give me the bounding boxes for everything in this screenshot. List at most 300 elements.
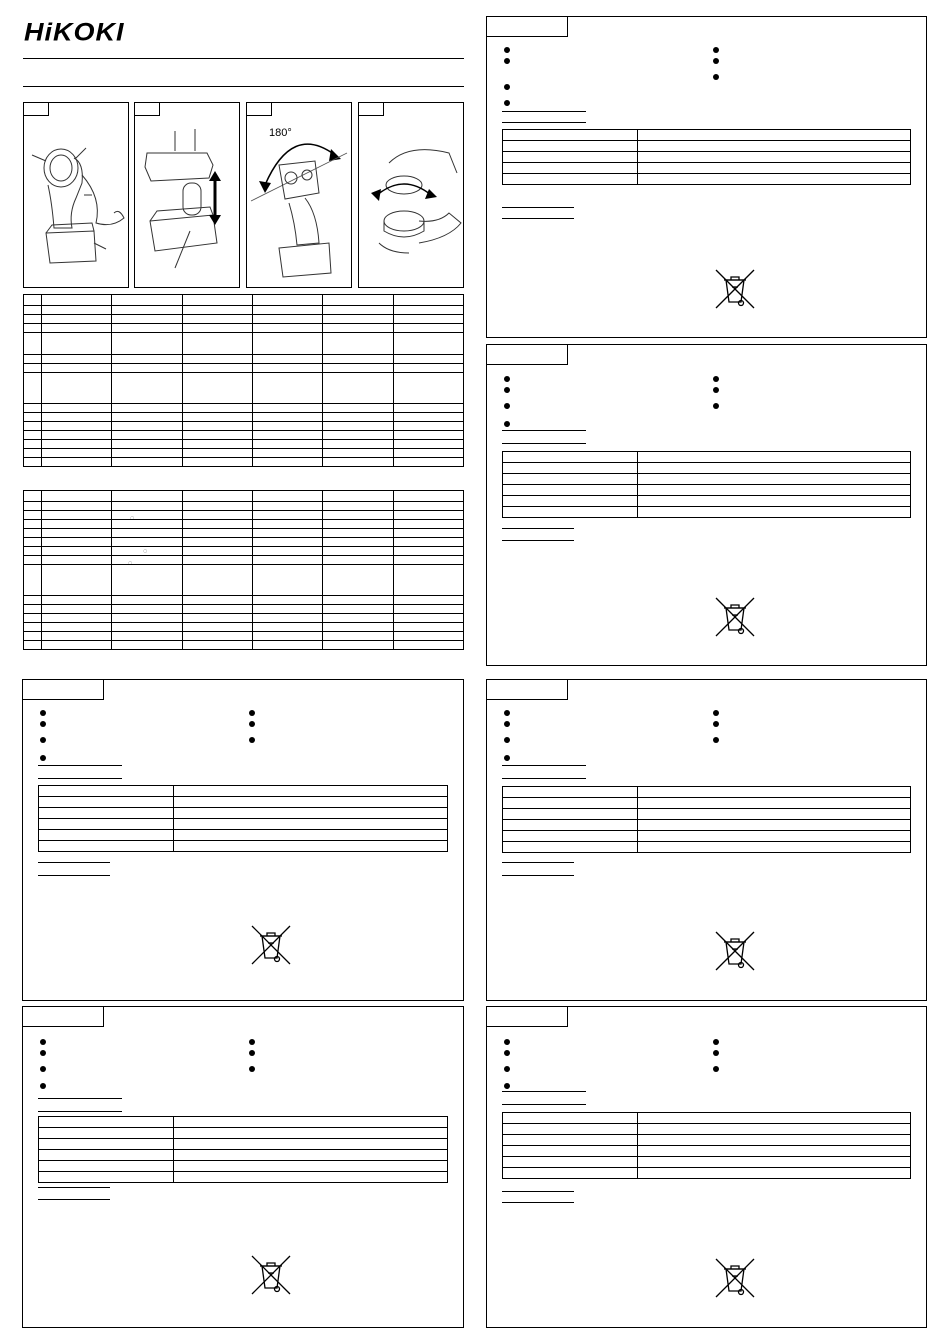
- table-row: [39, 786, 448, 797]
- bullet-dot-icon: [40, 755, 46, 761]
- table-cell: [393, 565, 463, 596]
- table-cell: [42, 306, 112, 315]
- table-row: [24, 404, 464, 413]
- table-cell: [24, 529, 42, 538]
- heading-underline: [38, 1187, 110, 1188]
- table-row: [24, 491, 464, 502]
- table-cell: [323, 511, 393, 520]
- table-cell: [182, 324, 252, 333]
- table-cell: [42, 404, 112, 413]
- table-cell: [42, 556, 112, 565]
- table-cell: [323, 431, 393, 440]
- bullet-dot-icon: [713, 1066, 719, 1072]
- table-cell: [252, 404, 322, 413]
- table-cell: [323, 614, 393, 623]
- bullet-dot-icon: [504, 755, 510, 761]
- table-cell: [112, 306, 182, 315]
- heading-underline: [502, 218, 574, 219]
- table-cell: [24, 404, 42, 413]
- table-cell: [637, 798, 910, 809]
- table-cell: [173, 1161, 447, 1172]
- table-cell: [393, 413, 463, 422]
- parts-table-1: [23, 294, 464, 467]
- table-cell: [323, 556, 393, 565]
- bullet-dot-icon: [504, 376, 510, 382]
- table-cell: [112, 431, 182, 440]
- table-cell: [182, 511, 252, 520]
- bullet-dot-icon: [504, 84, 510, 90]
- table-cell: [42, 547, 112, 556]
- table-cell: [112, 538, 182, 547]
- table-cell: [42, 422, 112, 431]
- table-cell: [112, 440, 182, 449]
- table-cell: [252, 355, 322, 364]
- heading-underline: [502, 1191, 574, 1192]
- table-cell: [637, 141, 910, 152]
- table-cell: [252, 632, 322, 641]
- table-cell: [637, 831, 910, 842]
- flashlight-battery-illustration: [24, 103, 128, 287]
- specifications-table: [38, 1116, 448, 1183]
- table-cell: [503, 463, 638, 474]
- table-cell: [503, 507, 638, 518]
- table-cell: [173, 786, 447, 797]
- table-cell: [24, 547, 42, 556]
- table-row: [24, 324, 464, 333]
- table-cell: [637, 1157, 910, 1168]
- table-cell: [252, 333, 322, 355]
- table-cell: [112, 614, 182, 623]
- table-cell: [393, 547, 463, 556]
- table-cell: [637, 463, 910, 474]
- table-cell: [112, 333, 182, 355]
- table-cell: [112, 413, 182, 422]
- specifications-table: [502, 451, 911, 518]
- table-row: [503, 163, 911, 174]
- table-cell: [637, 152, 910, 163]
- table-row: [24, 632, 464, 641]
- table-cell: [39, 1150, 174, 1161]
- table-cell: [24, 605, 42, 614]
- table-row: [503, 1124, 911, 1135]
- bullet-dot-icon: [249, 710, 255, 716]
- table-cell: [323, 529, 393, 538]
- bullet-dot-icon: [713, 47, 719, 53]
- table-cell: [42, 449, 112, 458]
- table-cell: [24, 422, 42, 431]
- table-cell: [393, 458, 463, 467]
- table-cell: [112, 315, 182, 324]
- language-section-left-3: [22, 679, 464, 1001]
- heading-underline: [502, 443, 586, 444]
- drop-mark: ◌: [143, 548, 148, 555]
- table-row: [39, 841, 448, 852]
- table-row: [24, 605, 464, 614]
- bullet-dot-icon: [504, 1066, 510, 1072]
- table-row: [24, 614, 464, 623]
- bullet-dot-icon: [40, 721, 46, 727]
- table-row: [503, 152, 911, 163]
- table-cell: [182, 641, 252, 650]
- table-cell: [503, 820, 638, 831]
- table-cell: [393, 596, 463, 605]
- table-cell: [24, 295, 42, 306]
- table-cell: [393, 614, 463, 623]
- table-cell: [323, 605, 393, 614]
- table-cell: [39, 830, 174, 841]
- table-cell: [323, 520, 393, 529]
- table-cell: [182, 295, 252, 306]
- table-cell: [252, 614, 322, 623]
- table-row: [503, 1113, 911, 1124]
- table-cell: [637, 842, 910, 853]
- table-row: [503, 463, 911, 474]
- specifications-table: [502, 129, 911, 185]
- table-cell: [24, 373, 42, 404]
- table-cell: [39, 819, 174, 830]
- table-cell: [112, 529, 182, 538]
- table-cell: [182, 605, 252, 614]
- table-row: [24, 364, 464, 373]
- table-cell: [39, 1161, 174, 1172]
- table-cell: [39, 1139, 174, 1150]
- table-row: [24, 422, 464, 431]
- bullet-dot-icon: [40, 737, 46, 743]
- table-cell: [323, 315, 393, 324]
- table-cell: [252, 422, 322, 431]
- table-cell: [182, 529, 252, 538]
- specifications-table: [502, 786, 911, 853]
- table-cell: [24, 623, 42, 632]
- table-cell: [503, 842, 638, 853]
- table-cell: [323, 306, 393, 315]
- table-cell: [42, 641, 112, 650]
- table-cell: [182, 502, 252, 511]
- table-row: [39, 797, 448, 808]
- head-rotation-illustration: [247, 103, 351, 287]
- table-cell: [503, 1113, 638, 1124]
- table-cell: [173, 808, 447, 819]
- table-row: [503, 1146, 911, 1157]
- parts-table-2: [23, 490, 464, 650]
- table-cell: [252, 324, 322, 333]
- table-row: [24, 556, 464, 565]
- table-cell: [323, 404, 393, 413]
- table-row: [24, 565, 464, 596]
- crossed-out-wheelie-bin-icon: [249, 923, 293, 972]
- table-cell: [252, 511, 322, 520]
- table-cell: [42, 491, 112, 502]
- table-cell: [323, 623, 393, 632]
- table-row: [24, 355, 464, 364]
- table-cell: [24, 491, 42, 502]
- section-header-tab: [23, 1007, 104, 1027]
- table-cell: [182, 431, 252, 440]
- table-cell: [173, 1128, 447, 1139]
- table-cell: [24, 520, 42, 529]
- table-cell: [323, 632, 393, 641]
- heading-underline: [502, 1104, 586, 1105]
- table-cell: [503, 496, 638, 507]
- table-cell: [393, 529, 463, 538]
- bullet-dot-icon: [713, 1050, 719, 1056]
- bullet-dot-icon: [504, 1083, 510, 1089]
- table-cell: [112, 632, 182, 641]
- table-row: [503, 452, 911, 463]
- header-rule-bottom: [23, 86, 464, 87]
- table-cell: [42, 623, 112, 632]
- table-cell: [182, 315, 252, 324]
- table-cell: [39, 1117, 174, 1128]
- table-cell: [112, 422, 182, 431]
- table-cell: [393, 324, 463, 333]
- table-row: [39, 819, 448, 830]
- table-cell: [112, 373, 182, 404]
- table-cell: [182, 596, 252, 605]
- bullet-dot-icon: [40, 1050, 46, 1056]
- table-row: [24, 641, 464, 650]
- table-cell: [39, 1172, 174, 1183]
- table-cell: [182, 614, 252, 623]
- table-cell: [393, 641, 463, 650]
- table-cell: [252, 596, 322, 605]
- bullet-dot-icon: [713, 58, 719, 64]
- table-cell: [252, 413, 322, 422]
- table-row: [24, 373, 464, 404]
- figure-4: [358, 102, 464, 288]
- table-cell: [42, 511, 112, 520]
- table-cell: [323, 596, 393, 605]
- heading-underline: [502, 778, 586, 779]
- table-cell: [42, 565, 112, 596]
- table-cell: [252, 529, 322, 538]
- table-cell: [323, 373, 393, 404]
- crossed-out-wheelie-bin-icon: [249, 1253, 293, 1302]
- table-row: [503, 1168, 911, 1179]
- specifications-table: [502, 1112, 911, 1179]
- bullet-dot-icon: [40, 1066, 46, 1072]
- table-cell: [42, 520, 112, 529]
- table-cell: [42, 529, 112, 538]
- table-cell: [393, 315, 463, 324]
- table-cell: [112, 520, 182, 529]
- table-cell: [252, 538, 322, 547]
- bullet-dot-icon: [40, 1083, 46, 1089]
- table-cell: [393, 491, 463, 502]
- table-cell: [323, 324, 393, 333]
- table-cell: [503, 163, 638, 174]
- table-cell: [503, 787, 638, 798]
- heading-underline: [38, 778, 122, 779]
- table-cell: [182, 404, 252, 413]
- table-cell: [323, 295, 393, 306]
- table-cell: [503, 809, 638, 820]
- table-cell: [182, 538, 252, 547]
- heading-underline: [38, 1098, 122, 1099]
- table-cell: [503, 831, 638, 842]
- language-section-right-4: [486, 1006, 927, 1328]
- bullet-dot-icon: [713, 737, 719, 743]
- table-cell: [173, 830, 447, 841]
- heading-underline: [502, 528, 574, 529]
- bullet-dot-icon: [249, 1050, 255, 1056]
- bullet-dot-icon: [504, 1050, 510, 1056]
- bullet-dot-icon: [713, 74, 719, 80]
- table-cell: [393, 449, 463, 458]
- table-row: [503, 141, 911, 152]
- table-cell: [182, 333, 252, 355]
- table-cell: [42, 458, 112, 467]
- table-row: [39, 1139, 448, 1150]
- rotation-angle-label: 180°: [269, 127, 292, 139]
- table-cell: [112, 355, 182, 364]
- table-cell: [393, 502, 463, 511]
- table-cell: [393, 422, 463, 431]
- table-cell: [24, 614, 42, 623]
- language-section-right-3: [486, 679, 927, 1001]
- table-cell: [112, 565, 182, 596]
- table-cell: [182, 520, 252, 529]
- crossed-out-wheelie-bin-icon: [713, 595, 757, 644]
- table-cell: [252, 449, 322, 458]
- table-cell: [637, 787, 910, 798]
- table-row: [39, 1172, 448, 1183]
- table-cell: [42, 502, 112, 511]
- table-cell: [182, 547, 252, 556]
- table-cell: [323, 422, 393, 431]
- table-row: [24, 449, 464, 458]
- table-cell: [24, 556, 42, 565]
- table-row: [503, 507, 911, 518]
- table-cell: [637, 809, 910, 820]
- table-cell: [252, 520, 322, 529]
- table-cell: [637, 474, 910, 485]
- table-cell: [637, 1135, 910, 1146]
- table-cell: [323, 502, 393, 511]
- table-cell: [24, 449, 42, 458]
- heading-underline: [502, 540, 574, 541]
- table-cell: [637, 174, 910, 185]
- drop-mark: ◌: [130, 515, 135, 522]
- crossed-out-wheelie-bin-icon: [713, 267, 757, 316]
- table-cell: [393, 538, 463, 547]
- table-cell: [503, 174, 638, 185]
- table-cell: [323, 458, 393, 467]
- table-cell: [252, 491, 322, 502]
- table-cell: [182, 364, 252, 373]
- table-cell: [182, 440, 252, 449]
- crossed-out-wheelie-bin-icon: [713, 1256, 757, 1305]
- table-cell: [393, 440, 463, 449]
- table-cell: [24, 355, 42, 364]
- table-cell: [42, 413, 112, 422]
- table-cell: [173, 1150, 447, 1161]
- heading-underline: [502, 122, 586, 123]
- table-cell: [112, 449, 182, 458]
- bullet-dot-icon: [713, 376, 719, 382]
- table-cell: [637, 507, 910, 518]
- table-cell: [182, 632, 252, 641]
- table-cell: [393, 431, 463, 440]
- table-cell: [42, 364, 112, 373]
- bullet-dot-icon: [249, 1066, 255, 1072]
- table-cell: [323, 364, 393, 373]
- bullet-dot-icon: [713, 1039, 719, 1045]
- table-cell: [503, 452, 638, 463]
- table-row: [24, 596, 464, 605]
- table-cell: [637, 130, 910, 141]
- table-cell: [112, 324, 182, 333]
- table-row: [24, 520, 464, 529]
- table-cell: [24, 333, 42, 355]
- table-cell: [393, 556, 463, 565]
- table-cell: [24, 324, 42, 333]
- table-cell: [323, 538, 393, 547]
- heading-underline: [502, 430, 586, 431]
- table-row: [39, 1161, 448, 1172]
- table-cell: [112, 641, 182, 650]
- bullet-dot-icon: [504, 710, 510, 716]
- table-row: [39, 808, 448, 819]
- table-row: [24, 295, 464, 306]
- table-cell: [173, 1172, 447, 1183]
- table-cell: [24, 458, 42, 467]
- table-cell: [42, 605, 112, 614]
- table-cell: [112, 295, 182, 306]
- heading-underline: [502, 1202, 574, 1203]
- table-row: [24, 502, 464, 511]
- table-cell: [323, 333, 393, 355]
- figure-2-tab: [135, 103, 160, 116]
- table-cell: [323, 491, 393, 502]
- table-row: [39, 1117, 448, 1128]
- bullet-dot-icon: [249, 1039, 255, 1045]
- table-row: [24, 458, 464, 467]
- table-cell: [112, 596, 182, 605]
- table-cell: [173, 819, 447, 830]
- table-cell: [393, 511, 463, 520]
- table-cell: [637, 1168, 910, 1179]
- table-cell: [24, 596, 42, 605]
- table-row: [503, 130, 911, 141]
- table-cell: [112, 605, 182, 614]
- table-cell: [112, 556, 182, 565]
- table-cell: [637, 1113, 910, 1124]
- bullet-dot-icon: [713, 403, 719, 409]
- table-row: [24, 538, 464, 547]
- crossed-out-wheelie-bin-icon: [713, 929, 757, 978]
- table-row: [39, 1150, 448, 1161]
- table-row: [24, 547, 464, 556]
- table-cell: [252, 458, 322, 467]
- table-cell: [24, 431, 42, 440]
- table-cell: [393, 605, 463, 614]
- table-cell: [252, 623, 322, 632]
- table-row: [503, 787, 911, 798]
- table-cell: [393, 632, 463, 641]
- table-cell: [637, 163, 910, 174]
- language-section-right-1: [486, 16, 927, 338]
- table-cell: [637, 485, 910, 496]
- heading-underline: [38, 875, 110, 876]
- table-cell: [503, 130, 638, 141]
- table-cell: [393, 306, 463, 315]
- table-row: [39, 1128, 448, 1139]
- bullet-dot-icon: [504, 47, 510, 53]
- table-cell: [252, 502, 322, 511]
- table-cell: [503, 1124, 638, 1135]
- language-section-right-2: [486, 344, 927, 666]
